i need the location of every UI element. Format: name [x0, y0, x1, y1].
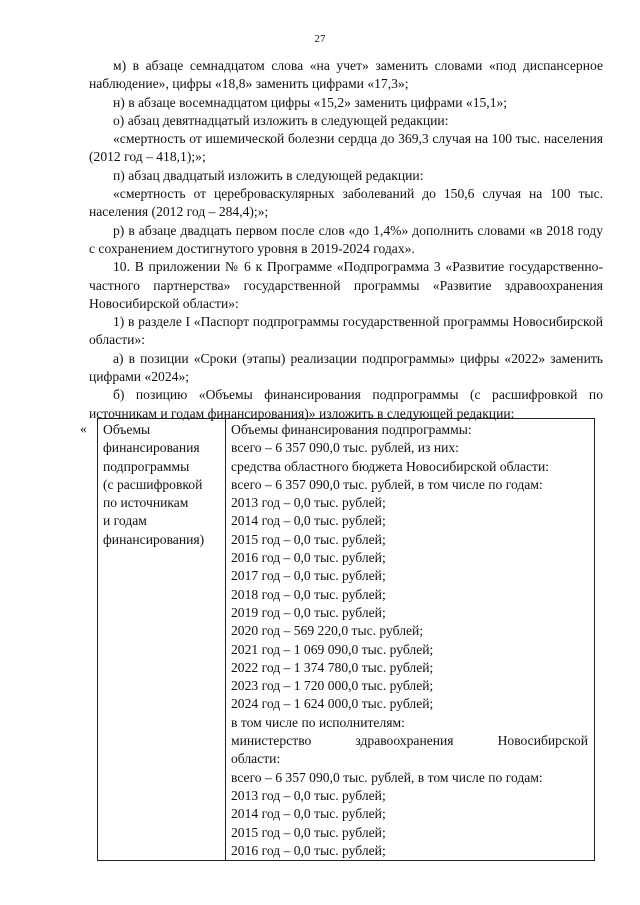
value-line: средства областного бюджета Новосибирской области:: [231, 458, 550, 474]
value-line: 2013 год – 0,0 тыс. рублей;: [231, 495, 386, 511]
ministry-word: Новосибирской: [497, 733, 588, 749]
value-line: 2018 год – 0,0 тыс. рублей;: [231, 586, 386, 602]
position-name-line: Объемы: [103, 422, 151, 437]
value-line: 2019 год – 0,0 тыс. рублей;: [231, 604, 386, 620]
ministry-word: здравоохранения: [355, 733, 454, 749]
position-name-line: подпрограммы: [103, 458, 190, 474]
value-line: 2013 год – 0,0 тыс. рублей;: [231, 787, 386, 803]
value-line: 2021 год – 1 069 090,0 тыс. рублей;: [231, 641, 434, 657]
paragraph-a: а) в позиции «Сроки (этапы) реализации подпрограммы» цифры «2022» заменить цифрами «2024»;: [89, 350, 603, 385]
opening-quote: «: [80, 421, 87, 436]
ministry-word: министерство: [231, 733, 312, 749]
paragraph-10: 10. В приложении № 6 к Программе «Подпрограмма 3 «Развитие государственно-частного партнерства» государственной программы «Развитие здравоохранения Новосибирской области»:: [89, 259, 603, 311]
paragraph-o-quote: «смертность от ишемической болезни сердца до 369,3 случая на 100 тыс. населения (2012 год – 418,1);»;: [89, 131, 603, 165]
value-line: всего – 6 357 090,0 тыс. рублей, в том числе по годам:: [231, 769, 543, 785]
paragraph-p-quote: «смертность от цереброваскулярных заболеваний до 150,6 случая на 100 тыс. населения (2012 год – 284,4);»;: [89, 186, 603, 220]
position-name-line: финансирования: [103, 440, 200, 456]
position-name-line: по источникам: [103, 495, 189, 511]
value-line: 2017 год – 0,0 тыс. рублей;: [231, 568, 386, 584]
paragraph-1: 1) в разделе I «Паспорт подпрограммы государственной программы Новосибирской области»:: [89, 314, 603, 348]
value-line: 2020 год – 569 220,0 тыс. рублей;: [231, 623, 424, 639]
paragraph-n: н) в абзаце восемнадцатом цифры «15,2» заменить цифрами «15,1»;: [113, 94, 508, 110]
value-line: 2015 год – 0,0 тыс. рублей;: [231, 824, 386, 840]
value-line: 2016 год – 0,0 тыс. рублей;: [231, 842, 386, 858]
position-name-cell: [98, 419, 226, 861]
value-line: всего – 6 357 090,0 тыс. рублей, из них:: [231, 440, 459, 456]
page-number: 27: [314, 33, 326, 45]
value-line: 2014 год – 0,0 тыс. рублей;: [231, 513, 386, 529]
value-line: Объемы финансирования подпрограммы:: [231, 422, 472, 437]
value-line: 2015 год – 0,0 тыс. рублей;: [231, 531, 386, 547]
value-line: 2024 год – 1 624 000,0 тыс. рублей;: [231, 696, 434, 712]
paragraph-r: р) в абзаце двадцать первом после слов «до 1,4%» дополнить словами «в 2018 году с сохранением достигнутого уровня в 2019-2024 годах».: [89, 222, 603, 256]
paragraph-b: б) позицию «Объемы финансирования подпрограммы (с расшифровкой по источникам и годам финансирования)» изложить в следующей редакции:: [89, 387, 603, 421]
value-line: 2014 год – 0,0 тыс. рублей;: [231, 806, 386, 822]
value-line: области:: [231, 751, 281, 767]
table-row: [98, 419, 595, 861]
position-value-cell: [226, 419, 595, 861]
paragraph-o: о) абзац девятнадцатый изложить в следующей редакции:: [113, 112, 449, 128]
value-line: 2023 год – 1 720 000,0 тыс. рублей;: [231, 678, 434, 694]
financing-table: [97, 418, 595, 861]
value-line: всего – 6 357 090,0 тыс. рублей, в том числе по годам:: [231, 476, 543, 492]
value-line: в том числе по исполнителям:: [231, 714, 405, 730]
value-line: 2016 год – 0,0 тыс. рублей;: [231, 550, 386, 566]
ministry-line: [231, 732, 588, 750]
position-name-line: (с расшифровкой: [103, 476, 203, 492]
paragraph-p: п) абзац двадцатый изложить в следующей редакции:: [113, 167, 424, 183]
position-name-line: и годам: [103, 513, 147, 529]
position-name-line: финансирования): [103, 531, 205, 547]
value-line: 2022 год – 1 374 780,0 тыс. рублей;: [231, 659, 434, 675]
paragraph-m: м) в абзаце семнадцатом слова «на учет» заменить словами «под диспансерное наблюдение», цифры «18,8» заменить цифрами «17,3»;: [89, 58, 603, 92]
document-body: [89, 57, 603, 423]
